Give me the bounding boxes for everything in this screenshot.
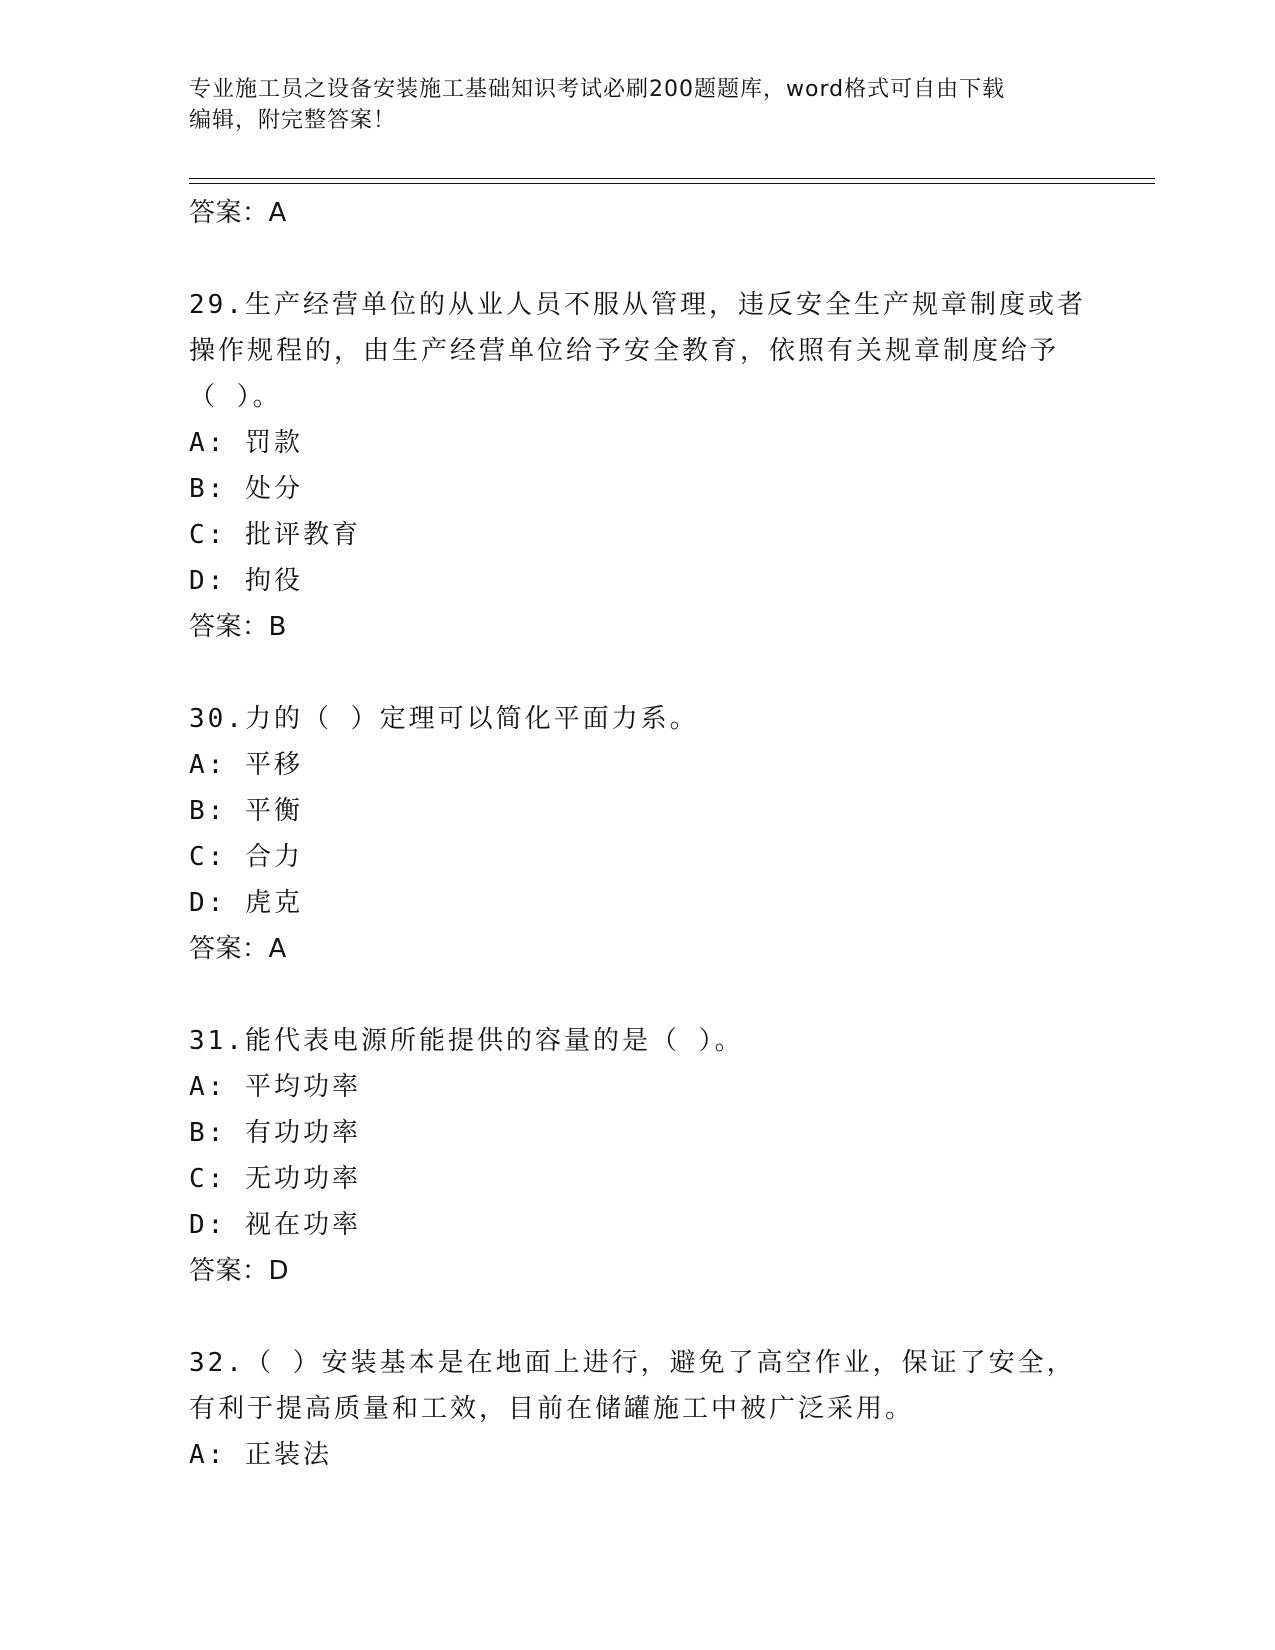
spacer: [189, 236, 1139, 282]
question-text-line: 29.生产经营单位的从业人员不服从管理，违反安全生产规章制度或者: [189, 290, 1086, 320]
option-a: A: 平移: [189, 750, 303, 780]
spacer: [189, 972, 1139, 1018]
option-d: D: 拘役: [189, 566, 303, 596]
document-header: [189, 74, 1089, 136]
option-a: A: 平均功率: [189, 1072, 361, 1102]
header-title-line-1: 专业施工员之设备安装施工基础知识考试必刷200题题库，word格式可自由下载: [189, 77, 1006, 102]
question-31: [189, 1018, 1139, 1294]
spacer: [189, 650, 1139, 696]
option-d: D: 视在功率: [189, 1210, 361, 1240]
option-c: C: 无功功率: [189, 1164, 361, 1194]
option-b: B: 平衡: [189, 796, 303, 826]
question-32: [189, 1340, 1139, 1478]
header-divider-bottom: [189, 183, 1155, 184]
question-text-line: 32.（ ）安装基本是在地面上进行，避免了高空作业，保证了安全，: [189, 1348, 1076, 1378]
option-c: C: 批评教育: [189, 520, 361, 550]
option-b: B: 有功功率: [189, 1118, 361, 1148]
option-d: D: 虎克: [189, 888, 303, 918]
question-text-line: 31.能代表电源所能提供的容量的是（ ）。: [189, 1026, 744, 1056]
question-text-line: （ ）。: [189, 382, 282, 412]
answer-line-q28: 答案：A: [189, 198, 287, 228]
answer-line: 答案：B: [189, 612, 287, 642]
spacer: [189, 1294, 1139, 1340]
question-text-line: 有利于提高质量和工效，目前在储罐施工中被广泛采用。: [189, 1394, 915, 1424]
question-30: [189, 696, 1139, 972]
answer-line: 答案：D: [189, 1256, 290, 1286]
option-c: C: 合力: [189, 842, 303, 872]
answer-line: 答案：A: [189, 934, 287, 964]
option-b: B: 处分: [189, 474, 303, 504]
option-a: A: 正装法: [189, 1440, 332, 1470]
question-29: [189, 282, 1139, 650]
question-text-line: 30.力的（ ）定理可以简化平面力系。: [189, 704, 699, 734]
option-a: A: 罚款: [189, 428, 303, 458]
header-title-line-2: 编辑，附完整答案！: [189, 108, 397, 133]
question-list: [189, 190, 1139, 1478]
question-text-line: 操作规程的，由生产经营单位给予安全教育，依照有关规章制度给予: [189, 336, 1060, 366]
header-divider-top: [189, 178, 1155, 179]
